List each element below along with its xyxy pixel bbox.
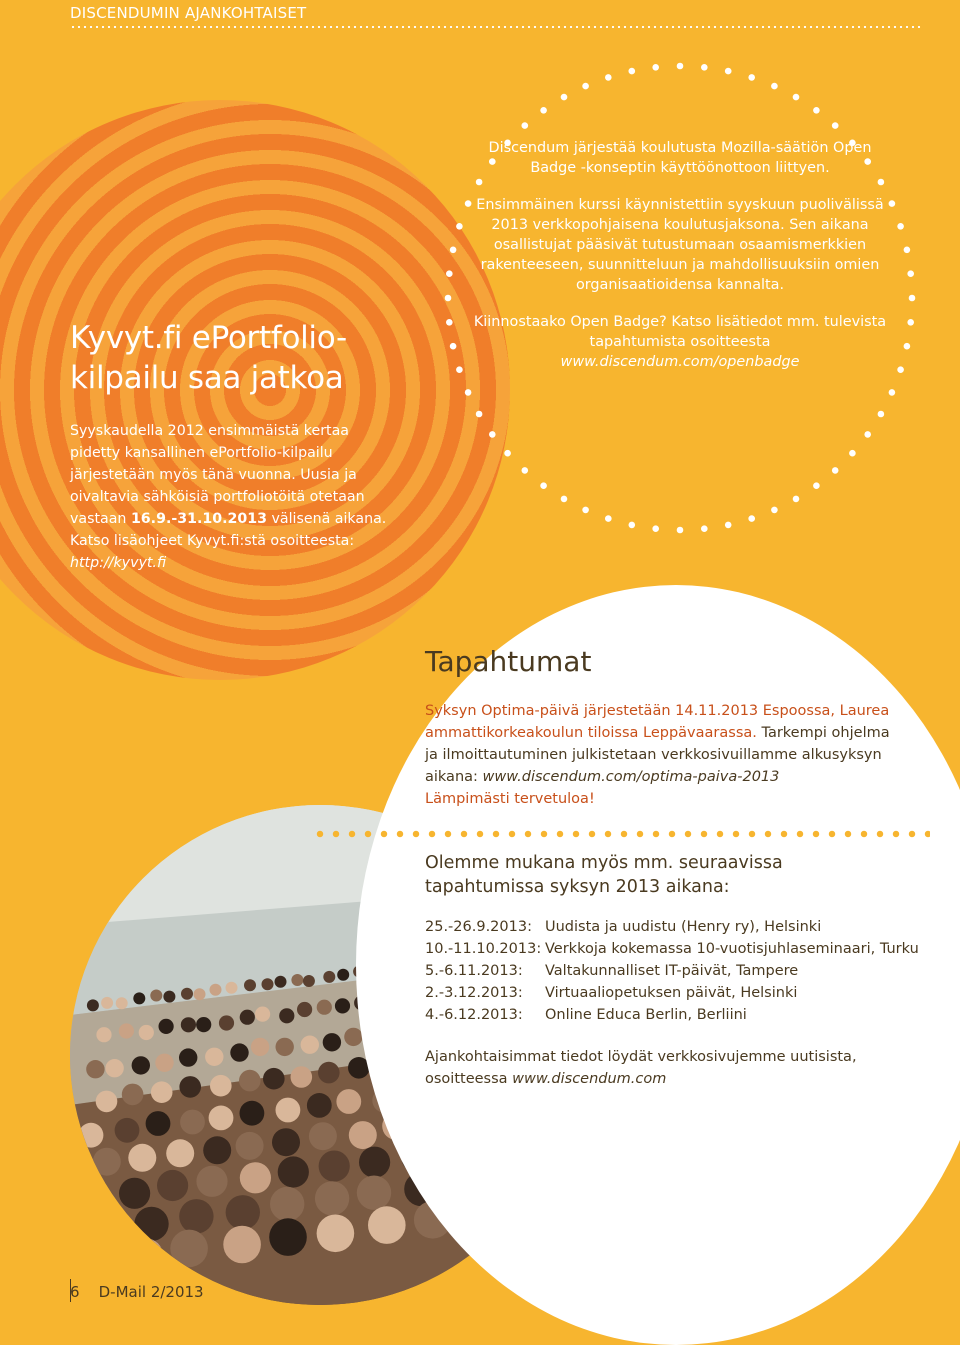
audience-head	[368, 1206, 406, 1244]
ring-dot	[629, 522, 636, 529]
audience-head	[357, 1176, 391, 1210]
kyvyt-dates: 16.9.-31.10.2013	[130, 511, 267, 527]
ring-dot	[793, 496, 800, 503]
events-title: Tapahtumat	[425, 645, 592, 678]
ring-dot	[561, 94, 568, 101]
openbadge-para2: Ensimmäinen kurssi käynnistettiin syyskuun puolivälissä 2013 verkkopohjaisena koulutusjaksona. Sen aikana osallistujat pääsivät tutustumaan osaamismerkkien rakenteeseen, suunnitteluun ja mahdollisuuksiin omien organisaatioidensa kannalta.	[476, 197, 884, 293]
ring-dot	[522, 467, 529, 474]
ring-dot	[701, 525, 708, 532]
audience-head	[209, 1106, 234, 1131]
ring-dot	[540, 482, 547, 489]
audience-head	[93, 1148, 121, 1176]
audience-head	[318, 1062, 340, 1084]
audience-head	[133, 992, 145, 1004]
audience-head	[270, 1187, 304, 1221]
audience-head	[319, 1151, 350, 1182]
audience-head	[181, 988, 193, 1000]
audience-head	[317, 1000, 332, 1015]
audience-head	[101, 997, 113, 1009]
event-name: Uudista ja uudistu (Henry ry), Helsinki	[545, 919, 822, 935]
ring-dot	[677, 63, 684, 70]
footer-note-text: Ajankohtaisimmat tiedot löydät verkkosivujemme uutisista, osoitteessa	[425, 1049, 857, 1087]
audience-head	[96, 1027, 111, 1042]
ring-dot	[904, 247, 911, 254]
event-name: Verkkoja kokemassa 10-vuotisjuhlaseminaari, Turku	[545, 941, 919, 957]
ring-dot	[793, 94, 800, 101]
audience-head	[88, 1211, 122, 1245]
events-dotted-rule	[312, 830, 930, 838]
event-date: 5.-6.11.2013:	[425, 963, 523, 979]
event-row	[425, 960, 919, 982]
event-list	[425, 916, 919, 1026]
ring-dot	[489, 431, 496, 438]
audience-head	[105, 1059, 123, 1077]
audience-head	[317, 1215, 355, 1253]
ring-dot	[540, 107, 547, 114]
event-row	[425, 938, 919, 960]
audience-head	[126, 1238, 164, 1276]
audience-head	[297, 1002, 312, 1017]
event-row	[425, 1004, 919, 1026]
optima-welcome: Lämpimästi tervetuloa!	[425, 791, 595, 807]
audience-head	[155, 1054, 173, 1072]
audience-head	[240, 1162, 271, 1193]
audience-head	[157, 1170, 188, 1201]
audience-head	[159, 1019, 174, 1034]
openbadge-para1: Discendum järjestää koulutusta Mozilla-säätiön Open Badge -konseptin käyttöönottoon liittyen.	[488, 140, 872, 176]
audience-head	[139, 1025, 154, 1040]
ring-dot	[878, 411, 885, 418]
audience-head	[309, 1122, 337, 1150]
audience-head	[301, 1036, 319, 1054]
footer-link[interactable]: www.discendum.com	[512, 1071, 667, 1087]
ring-dot	[465, 389, 472, 396]
audience-head	[210, 1075, 232, 1097]
audience-head	[170, 1230, 208, 1268]
audience-head	[75, 1244, 113, 1282]
audience-head	[337, 969, 349, 981]
ring-dot	[456, 366, 463, 373]
audience-head	[87, 999, 99, 1011]
ring-dot	[897, 223, 904, 230]
event-date: 25.-26.9.2013:	[425, 919, 532, 935]
kyvyt-body-text: Syyskaudella 2012 ensimmäistä kertaa pidetty kansallinen ePortfolio-kilpailu järjestetään myös tänä vuonna. Uusia ja oivaltavia sähköisiä portfoliotöitä otetaan vastaan	[70, 423, 365, 527]
event-name: Online Educa Berlin, Berliini	[545, 1007, 747, 1023]
ring-dot	[889, 389, 896, 396]
audience-head	[163, 991, 175, 1003]
ring-dot	[476, 411, 483, 418]
ring-dot	[629, 68, 636, 75]
ring-dot	[849, 450, 856, 457]
kyvyt-body-text-2: välisenä aikana. Katso lisäohjeet Kyvyt.fi:stä osoitteesta:	[70, 511, 387, 549]
kyvyt-body	[70, 420, 400, 574]
audience-head	[236, 1132, 264, 1160]
ring-dot	[909, 295, 916, 302]
audience-head	[116, 997, 128, 1009]
audience-head	[276, 1038, 294, 1056]
optima-text: Tarkempi ohjelma ja ilmoittautuminen julkistetaan verkkosivuillamme alkusyksyn aikana:	[425, 725, 890, 785]
ring-dot	[864, 431, 871, 438]
audience-head	[96, 1091, 118, 1113]
audience-head	[181, 1017, 196, 1032]
ring-dot	[446, 270, 453, 277]
ring-dot	[813, 107, 820, 114]
ring-dot	[582, 83, 589, 90]
kyvyt-title	[70, 318, 347, 398]
ring-dot	[504, 450, 511, 457]
ring-dot	[445, 295, 452, 302]
audience-head	[179, 1199, 213, 1233]
ring-dot	[561, 496, 568, 503]
event-row	[425, 982, 919, 1004]
ring-dot	[897, 366, 904, 373]
openbadge-text	[470, 138, 890, 389]
audience-head	[272, 1128, 300, 1156]
audience-head	[205, 1048, 223, 1066]
audience-head	[315, 1181, 349, 1215]
event-date: 4.-6.12.2013:	[425, 1007, 523, 1023]
ring-dot	[446, 319, 453, 326]
audience-head	[128, 1144, 156, 1172]
audience-head	[240, 1101, 265, 1126]
event-name: Valtakunnalliset IT-päivät, Tampere	[545, 963, 799, 979]
ring-dot	[450, 247, 457, 254]
audience-head	[179, 1048, 197, 1066]
event-date: 2.-3.12.2013:	[425, 985, 523, 1001]
audience-head	[291, 974, 303, 986]
audience-head	[80, 1182, 111, 1213]
kyvyt-link[interactable]: http://kyvyt.fi	[70, 555, 167, 571]
ring-dot	[677, 527, 684, 534]
audience-head	[115, 1118, 140, 1143]
ring-dot	[725, 522, 732, 529]
audience-head	[146, 1111, 171, 1136]
event-row	[425, 916, 919, 938]
audience-head	[230, 1043, 248, 1061]
audience-head	[226, 1195, 260, 1229]
audience-head	[336, 1089, 361, 1114]
audience-head	[150, 990, 162, 1002]
audience-head	[323, 971, 335, 983]
optima-highlight: Syksyn Optima-päivä järjestetään 14.11.2013 Espoossa, Laurea ammattikorkeakoulun tiloissa Leppävaarassa.	[425, 703, 890, 741]
audience-head	[303, 975, 315, 987]
ring-dot	[725, 68, 732, 75]
audience-head	[335, 998, 350, 1013]
audience-head	[269, 1218, 307, 1256]
audience-head	[291, 1066, 313, 1088]
audience-head	[166, 1139, 194, 1167]
audience-head	[122, 1084, 144, 1106]
ring-dot	[748, 74, 755, 81]
also-attending-title: Olemme mukana myös mm. seuraavissa tapahtumissa syksyn 2013 aikana:	[425, 853, 783, 897]
audience-head	[119, 1023, 134, 1038]
audience-head	[196, 1017, 211, 1032]
audience-head	[219, 1015, 234, 1030]
ring-dot	[771, 83, 778, 90]
ring-dot	[907, 270, 914, 277]
publication-name: D-Mail 2/2013	[98, 1283, 204, 1301]
audience-head	[251, 1038, 269, 1056]
audience-head	[263, 1068, 285, 1090]
ring-dot	[605, 515, 612, 522]
optima-announcement	[425, 700, 905, 810]
audience-head	[239, 1070, 261, 1092]
ring-dot	[456, 223, 463, 230]
audience-head	[151, 1081, 173, 1103]
ring-dot	[904, 343, 911, 350]
audience-head	[359, 1147, 390, 1178]
audience-head	[203, 1136, 231, 1164]
openbadge-para3	[470, 312, 890, 372]
ring-dot	[652, 525, 659, 532]
audience-head	[226, 982, 238, 994]
ring-dot	[652, 64, 659, 71]
audience-head	[86, 1060, 104, 1078]
audience-head	[132, 1056, 150, 1074]
section-header: DISCENDUMIN AJANKOHTAISET	[70, 4, 307, 22]
openbadge-para3-text: Kiinnostaako Open Badge? Katso lisätiedot mm. tulevista tapahtumista osoitteesta	[473, 314, 887, 350]
audience-head	[307, 1093, 332, 1118]
header-dotted-rule	[70, 26, 922, 28]
audience-head	[179, 1076, 201, 1098]
audience-head	[194, 988, 206, 1000]
audience-head	[349, 1121, 377, 1149]
page-number-value: 6	[70, 1283, 80, 1301]
kyvyt-title-line2: kilpailu saa jatkoa	[70, 360, 344, 396]
audience-head	[255, 1007, 270, 1022]
audience-head	[323, 1033, 341, 1051]
audience-head	[278, 1156, 309, 1187]
ring-dot	[450, 343, 457, 350]
ring-dot	[907, 319, 914, 326]
page-number	[70, 1283, 204, 1301]
audience-head	[196, 1166, 227, 1197]
audience-head	[275, 976, 287, 988]
ring-dot	[582, 507, 589, 514]
event-date: 10.-11.10.2013:	[425, 941, 542, 957]
ring-dot	[832, 122, 839, 129]
audience-head	[119, 1178, 150, 1209]
audience-head	[276, 1098, 301, 1123]
audience-head	[134, 1207, 168, 1241]
audience-head	[79, 1123, 104, 1148]
optima-link[interactable]: www.discendum.com/optima-paiva-2013	[482, 769, 780, 785]
audience-head	[223, 1226, 261, 1264]
event-name: Virtuaaliopetuksen päivät, Helsinki	[545, 985, 798, 1001]
ring-dot	[748, 515, 755, 522]
kyvyt-title-line1: Kyvyt.fi ePortfolio-	[70, 320, 347, 356]
audience-head	[180, 1110, 205, 1135]
audience-head	[279, 1008, 294, 1023]
audience-head	[210, 984, 222, 996]
ring-dot	[522, 122, 529, 129]
openbadge-link[interactable]: www.discendum.com/openbadge	[560, 354, 800, 370]
ring-dot	[832, 467, 839, 474]
ring-dot	[701, 64, 708, 71]
audience-head	[244, 979, 256, 991]
audience-head	[240, 1010, 255, 1025]
ring-dot	[813, 482, 820, 489]
audience-head	[262, 978, 274, 990]
ring-dot	[771, 507, 778, 514]
footer-note	[425, 1046, 885, 1090]
ring-dot	[605, 74, 612, 81]
